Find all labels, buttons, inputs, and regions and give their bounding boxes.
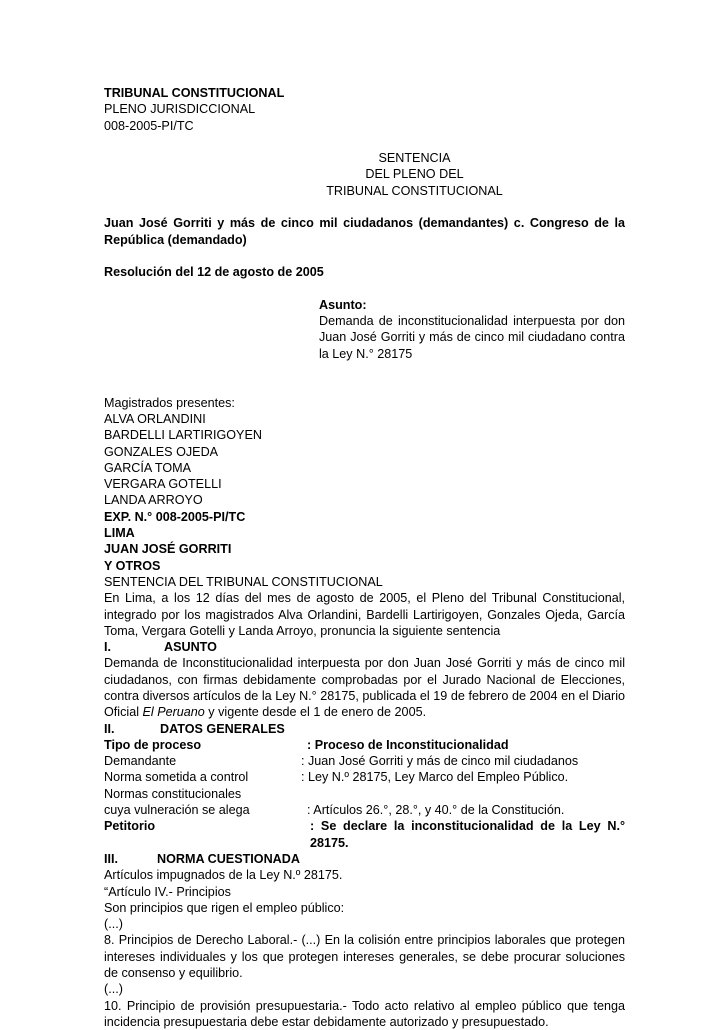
title-line-1: SENTENCIA xyxy=(378,151,451,166)
section-2-number: II. xyxy=(104,721,115,736)
magistrate-name: BARDELLI LARTIRIGOYEN xyxy=(104,428,262,443)
section-1-text-part: Demanda de Inconstitucionalidad interpuesta por don Juan José Gorriti y más de cinco mil ciudadanos, con firmas debidamente comprobadas por el Jurado Nacional de Elecciones, contra diversos artículos de la Ley N.° 28175, publicada el 19 de febrero de 2004 en el Diario Oficial xyxy=(104,656,625,720)
principle-10: 10. Principio de provisión presupuestaria.- Todo acto relativo al empleo público que tenga incidencia presupuestaria debe estar debidamente autorizado y presupuestado. xyxy=(104,998,625,1029)
data-row-key: Normas constitucionales xyxy=(104,786,242,801)
data-row-key: Petitorio xyxy=(104,819,156,834)
data-row-value: : Ley N.º 28175, Ley Marco del Empleo Público. xyxy=(301,770,569,785)
principle-8: 8. Principios de Derecho Laboral.- (...) En la colisión entre principios laborales que protegen intereses individuales y los que protegen intereses generales, se debe procurar soluciones de consenso y equilibrio. xyxy=(104,933,625,981)
data-row-key: Demandante xyxy=(104,754,177,769)
magistrate-name: VERGARA GOTELLI xyxy=(104,477,222,492)
section-1-text xyxy=(104,655,625,720)
magistrate-name: LANDA ARROYO xyxy=(104,493,203,508)
intro-paragraph: En Lima, a los 12 días del mes de agosto de 2005, el Pleno del Tribunal Constitucional, integrado por los magistrados Alva Orlandini, Bardelli Lartirigoyen, Gonzales Ojeda, García Toma, Vergara Gotelli y Landa Arroyo, pronuncia la siguiente sentencia xyxy=(104,591,625,638)
document-body xyxy=(104,85,625,1030)
data-row-key: Tipo de proceso xyxy=(104,737,202,752)
data-row xyxy=(104,786,625,802)
chamber-name: PLENO JURISDICCIONAL xyxy=(104,102,256,117)
data-row-value: : Juan José Gorriti y más de cinco mil ciudadanos xyxy=(301,754,579,769)
ellipsis: (...) xyxy=(104,982,123,997)
expediente-number: EXP. N.° 008-2005-PI/TC xyxy=(104,509,246,524)
article-title: “Artículo IV.- Principios xyxy=(104,884,231,899)
data-row-value xyxy=(301,786,625,802)
section-3-heading xyxy=(104,851,625,867)
section-3-title: NORMA CUESTIONADA xyxy=(157,851,300,866)
title-line-2: DEL PLENO DEL xyxy=(365,167,464,182)
asunto-label: Asunto: xyxy=(319,297,367,312)
magistrate-name: GONZALES OJEDA xyxy=(104,444,219,459)
court-name: TRIBUNAL CONSTITUCIONAL xyxy=(104,86,285,100)
section-2-heading xyxy=(104,721,625,737)
ellipsis: (...) xyxy=(104,917,123,932)
resolution-date: Resolución del 12 de agosto de 2005 xyxy=(104,265,324,280)
asunto-text: Demanda de inconstitucionalidad interpuesta por don Juan José Gorriti y más de cinco mil ciudadano contra la Ley N.° 28175 xyxy=(319,314,625,361)
data-row-value: : Proceso de Inconstitucionalidad xyxy=(307,737,509,752)
expediente-place: LIMA xyxy=(104,526,135,541)
data-row-value: : Artículos 26.°, 28.°, y 40.° de la Constitución. xyxy=(307,803,565,818)
data-row xyxy=(104,737,625,753)
data-row-value: : Se declare la inconstitucionalidad de la Ley N.° 28175. xyxy=(310,819,625,850)
data-row xyxy=(104,818,625,851)
data-row-key: Norma sometida a control xyxy=(104,770,249,785)
section-2-title: DATOS GENERALES xyxy=(160,721,285,736)
data-row xyxy=(104,802,625,818)
article-subtitle: Son principios que rigen el empleo público: xyxy=(104,900,345,915)
document-title xyxy=(104,150,625,199)
expediente-party-others: Y OTROS xyxy=(104,558,161,573)
section-1-number: I. xyxy=(104,640,111,655)
data-row xyxy=(104,769,625,785)
section-1-heading xyxy=(104,639,625,655)
parties: Juan José Gorriti y más de cinco mil ciudadanos (demandantes) c. Congreso de la República (demandado) xyxy=(104,216,625,247)
magistrate-name: ALVA ORLANDINI xyxy=(104,411,206,426)
magistrate-name: GARCÍA TOMA xyxy=(104,460,192,475)
section-1-text-part: y vigente desde el 1 de enero de 2005. xyxy=(204,705,427,720)
case-reference: 008-2005-PI/TC xyxy=(104,118,194,133)
title-line-3: TRIBUNAL CONSTITUCIONAL xyxy=(326,183,503,198)
section-1-title: ASUNTO xyxy=(164,640,217,655)
section-3-intro: Artículos impugnados de la Ley N.º 28175. xyxy=(104,868,343,883)
data-row xyxy=(104,753,625,769)
newspaper-name: El Peruano xyxy=(142,705,205,720)
data-row-key: cuya vulneración se alega xyxy=(104,803,250,818)
magistrates-label: Magistrados presentes: xyxy=(104,395,235,410)
asunto-block xyxy=(319,297,625,362)
sentencia-heading: SENTENCIA DEL TRIBUNAL CONSTITUCIONAL xyxy=(104,574,383,589)
section-3-number: III. xyxy=(104,851,118,866)
expediente-party: JUAN JOSÉ GORRITI xyxy=(104,542,232,557)
